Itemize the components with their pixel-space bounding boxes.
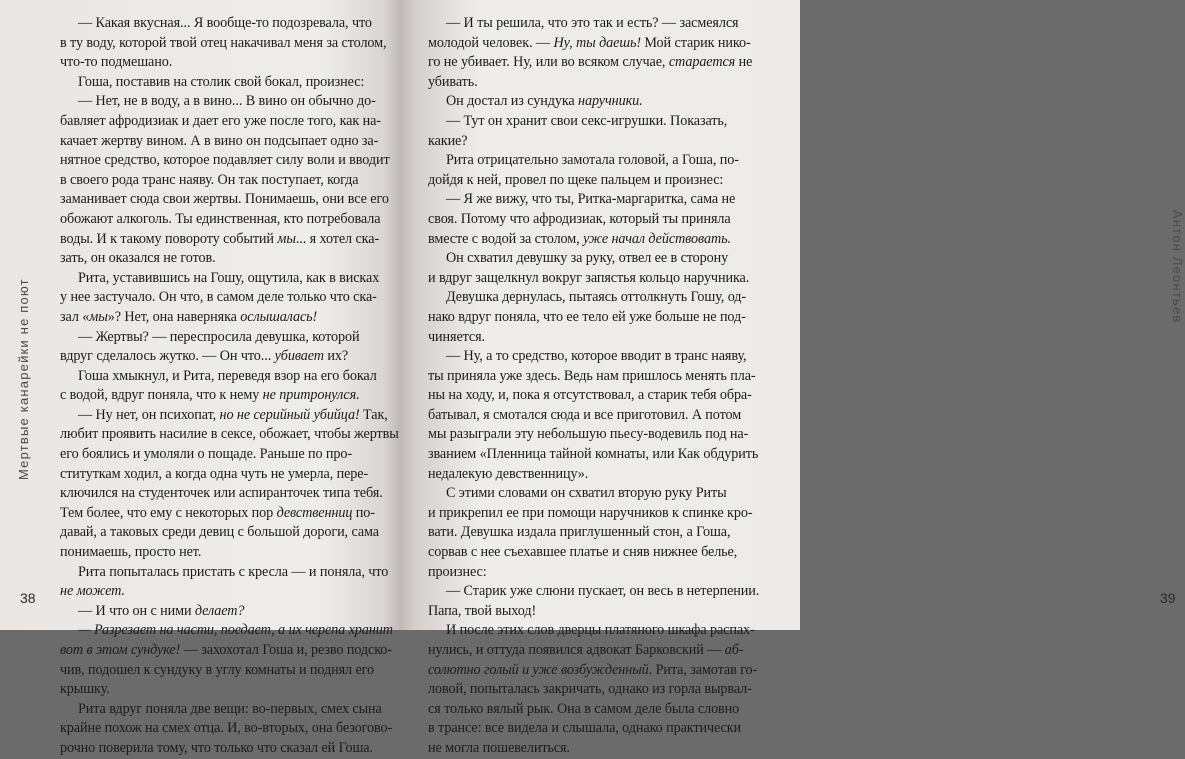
text-line	[60, 14, 372, 34]
text-segment: в трансе: все видела и слышала, однако практически	[428, 720, 742, 737]
text-segment: рочно поверила тому, что только что сказал ей Гоша.	[60, 739, 373, 756]
text-segment: их?	[323, 348, 349, 365]
text-line	[60, 190, 389, 210]
text-line	[60, 700, 382, 720]
text-line	[60, 504, 375, 524]
text-segment: Рита отрицательно замотала головой, а Гоша, по-	[446, 152, 739, 169]
text-segment: в ту воду, которой твой отец накачивал меня за столом,	[60, 34, 387, 51]
text-segment: Гоша, поставив на столик свой бокал, произнес:	[78, 73, 365, 90]
text-line	[428, 367, 756, 387]
text-segment: ключился на студенточек или аспиранточек типа тебя.	[60, 485, 383, 502]
text-segment: ституткам ходил, а когда одна чуть не умерла, пере-	[60, 465, 369, 482]
text-line	[428, 680, 750, 700]
right-text-column	[428, 14, 760, 759]
text-line	[60, 230, 380, 250]
italic-text: не может.	[60, 583, 125, 600]
italic-text: вот в этом сундуке!	[60, 642, 181, 658]
text-segment: с водой, вдруг поняла, что к нему	[60, 387, 263, 404]
text-line	[60, 112, 381, 132]
text-segment: Он достал из сундука	[446, 93, 579, 110]
text-segment: Рита вдруг поняла две вещи: во-первых, смех сына	[78, 700, 382, 717]
text-line	[60, 210, 381, 230]
text-line	[428, 406, 750, 426]
text-segment: — Ну, а то средство, которое вводит в транс наяву,	[446, 348, 747, 365]
text-segment: ... я хотел ска-	[295, 230, 380, 247]
text-line	[60, 406, 388, 426]
text-segment: чив, подошел к сундуку в углу комнаты и поднял его	[60, 661, 375, 678]
text-segment: Он схватил девушку за руку, отвел ее в сторону	[446, 250, 729, 267]
text-line	[60, 53, 372, 73]
text-line	[428, 14, 750, 34]
text-line	[428, 445, 759, 465]
text-line	[60, 465, 372, 485]
italic-text: девственниц	[276, 504, 353, 521]
text-segment: Папа, твой выход!	[428, 602, 537, 619]
text-segment: нятное средство, которое подавляет силу воли и вводит	[60, 152, 390, 169]
text-segment: по-	[352, 504, 375, 521]
text-segment: — Я же вижу, что ты, Ритка-маргаритка, сама не	[446, 191, 736, 208]
italic-text: не притронулся.	[262, 387, 360, 404]
italic-text: Ну, ты даешь!	[553, 34, 641, 51]
text-line	[60, 132, 379, 152]
text-segment: произнес:	[428, 563, 487, 580]
text-segment: — И ты решила, что это так и есть? — засмеялся	[446, 15, 739, 31]
text-line	[60, 739, 372, 759]
text-segment: — Ну нет, он психопат,	[78, 406, 220, 423]
text-segment: обожают алкоголь. Ты единственная, кто потребовала	[60, 210, 381, 227]
text-line	[428, 523, 750, 543]
text-line	[428, 563, 750, 583]
text-line	[60, 171, 372, 191]
text-segment: Рита попыталась пристать с кресла — и поняла, что	[78, 563, 389, 580]
text-line	[60, 445, 372, 465]
text-line	[60, 719, 393, 739]
text-line	[428, 582, 760, 602]
text-line	[60, 484, 383, 504]
text-line	[428, 425, 750, 445]
italic-text: наручники.	[578, 93, 643, 110]
text-line	[428, 171, 750, 191]
text-segment: ты приняла уже здесь. Ведь нам пришлось менять пла-	[428, 367, 756, 384]
italic-text: но не серийный убийца!	[219, 406, 360, 423]
text-line	[428, 190, 750, 210]
text-segment: ся только вялый рык. Она в самом деле была словно	[428, 700, 740, 717]
text-segment: заманивает сюда свои жертвы. Понимаешь, они все его	[60, 191, 389, 208]
text-segment: батывал, я смотался сюда и все приготовил. А потом	[428, 406, 742, 423]
left-page-number: 38	[20, 590, 36, 606]
text-line	[60, 308, 372, 328]
text-segment: Рита, уставившись на Гошу, ощутила, как в висках	[78, 269, 380, 286]
text-segment: что-то подмешано.	[60, 54, 173, 71]
text-segment: мы разыграли эту небольшую пьесу-водевиль под на-	[428, 426, 749, 443]
text-segment: вати. Девушка издала приглушенный стон, а Гоша,	[428, 524, 731, 541]
text-segment: Гоша хмыкнул, и Рита, переведя взор на его бокал	[78, 367, 377, 384]
text-line	[60, 288, 377, 308]
text-line	[60, 582, 372, 602]
text-line	[428, 112, 750, 132]
text-line	[60, 269, 380, 289]
left-page	[0, 0, 400, 756]
text-line	[60, 92, 376, 112]
text-line	[428, 700, 750, 720]
text-segment: своя. Потому что афродизиак, который ты приняла	[428, 210, 731, 227]
text-line	[60, 641, 392, 661]
text-segment: зать, он оказался не готов.	[60, 250, 216, 267]
text-line	[428, 386, 750, 406]
italic-text: мы	[89, 308, 108, 325]
text-line	[428, 132, 750, 152]
text-segment: какие?	[428, 132, 468, 149]
text-line	[428, 308, 750, 328]
text-segment: вдруг сделалось жутко. — Он что...	[60, 348, 275, 365]
text-segment: дойдя к ней, провел по щеке пальцем и произнес:	[428, 171, 724, 188]
text-line	[428, 73, 750, 93]
text-line	[428, 288, 750, 308]
text-segment: званием «Пленница тайной комнаты, или Как обдурить	[428, 446, 759, 463]
text-segment: крышку.	[60, 681, 110, 698]
text-segment: — И что он с ними	[78, 602, 195, 619]
text-segment: убивать.	[428, 73, 478, 90]
text-segment: — Жертвы? — переспросила девушка, которой	[78, 328, 360, 345]
text-line	[428, 269, 750, 289]
text-segment: и прикрепил ее при помощи наручников к спинке кро-	[428, 504, 753, 521]
text-segment: молодой человек. —	[428, 34, 554, 51]
text-line	[428, 641, 750, 661]
text-line	[428, 504, 753, 524]
text-segment: недалекую девственницу».	[428, 465, 589, 482]
text-line	[60, 347, 372, 367]
text-segment: — Какая вкусная... Я вообще-то подозревала, что	[78, 15, 372, 31]
left-running-head: Мертвые канарейки не поют	[16, 278, 31, 480]
right-page-number: 39	[1160, 590, 1176, 606]
text-segment: »? Нет, она наверняка	[107, 308, 241, 325]
text-segment: понимаешь, просто нет.	[60, 544, 202, 561]
text-line	[60, 34, 387, 54]
italic-text: ослышалась!	[240, 308, 318, 325]
text-line	[60, 523, 379, 543]
text-segment: в своего рода транс наяву. Он так поступает, когда	[60, 171, 359, 188]
text-line	[428, 602, 750, 622]
left-text-column	[60, 14, 399, 759]
text-segment: И после этих слов дверцы платяного шкафа распах-	[446, 622, 755, 639]
text-line	[60, 328, 372, 348]
text-line	[60, 680, 372, 700]
text-segment: воды. И к такому повороту событий	[60, 230, 278, 247]
text-line	[428, 151, 750, 171]
italic-text: — Разрезает на части, поедает, а их черепа хранит	[78, 622, 393, 639]
text-segment: — Старик уже слюни пускает, он весь в нетерпении.	[446, 583, 760, 600]
text-segment: С этими словами он схватил вторую руку Риты	[446, 485, 727, 502]
text-segment: не	[735, 54, 753, 71]
text-segment: ны на ходу, и, пока я отсутствовал, а старик тебя обра-	[428, 387, 752, 404]
text-segment: сорвав с нее съехавшее платье и сняв нижнее белье,	[428, 544, 738, 561]
text-line	[428, 543, 750, 563]
text-segment: любит проявить насилие в сексе, обожает, чтобы жертвы	[60, 426, 399, 443]
text-line	[428, 621, 755, 641]
text-segment: — захохотал Гоша и, резво подско-	[180, 642, 392, 658]
text-line	[428, 739, 750, 759]
text-segment: го не убивает. Ну, или во всяком случае,	[428, 54, 669, 71]
text-segment: и вдруг защелкнул вокруг запястья кольцо наручника.	[428, 269, 750, 286]
text-segment: Так,	[359, 406, 388, 423]
text-line	[60, 151, 390, 171]
text-line	[428, 53, 753, 73]
text-segment: давай, а таковых среди девиц с большой дороги, сама	[60, 524, 379, 541]
text-line	[428, 661, 758, 681]
italic-text: солютно голый и уже возбужденный	[428, 661, 649, 678]
text-line	[428, 92, 750, 112]
text-segment: не могла пошевелиться.	[428, 739, 570, 756]
italic-text: аб-	[724, 642, 744, 658]
text-line	[428, 249, 750, 269]
italic-text: делает?	[194, 602, 245, 619]
text-line	[428, 719, 750, 739]
text-line	[428, 34, 750, 54]
text-segment: качает жертву вином. А в вино он подсыпает одно за-	[60, 132, 379, 149]
text-line	[60, 621, 393, 641]
text-line	[60, 386, 372, 406]
text-line	[428, 347, 750, 367]
text-segment: вместе с водой за столом,	[428, 230, 584, 247]
text-line	[428, 230, 750, 250]
text-segment: бавляет афродизиак и дает его уже после того, как на-	[60, 112, 381, 129]
italic-text: убивает	[274, 348, 324, 365]
text-line	[428, 210, 750, 230]
text-line	[60, 563, 389, 583]
text-segment: — Нет, не в воду, а в вино... В вино он обычно до-	[78, 93, 376, 110]
text-line	[60, 367, 377, 387]
text-segment: нулись, и оттуда появился адвокат Барковский —	[428, 642, 725, 658]
text-line	[60, 73, 372, 93]
text-segment: у нее застучало. Он что, в самом деле только что ска-	[60, 289, 377, 306]
text-segment: ловой, попыталась закричать, однако из горла вырвал-	[428, 681, 752, 698]
text-line	[60, 543, 372, 563]
text-segment: . Рита, замотав го-	[648, 661, 758, 678]
text-line	[428, 328, 750, 348]
text-line	[60, 602, 372, 622]
text-line	[428, 465, 750, 485]
text-segment: зал «	[60, 308, 90, 325]
text-segment: Девушка дернулась, пытаясь оттолкнуть Гошу, од-	[446, 289, 747, 306]
italic-text: уже начал действовать.	[583, 230, 731, 247]
text-segment: крайне похож на смех отца. И, во-вторых, она безогово-	[60, 720, 393, 737]
text-segment: нако вдруг поняла, что ее тело ей уже больше не под-	[428, 308, 746, 325]
text-line	[60, 661, 375, 681]
text-segment: — Тут он хранит свои секс-игрушки. Показать,	[446, 112, 728, 129]
text-segment: его боялись и умоляли о пощаде. Раньше по про-	[60, 446, 353, 463]
text-line	[60, 425, 399, 445]
text-segment: чиняется.	[428, 328, 485, 345]
italic-text: старается	[668, 54, 736, 71]
text-line	[428, 484, 750, 504]
italic-text: мы	[277, 230, 296, 247]
text-line	[60, 249, 372, 269]
text-segment: Мой старик нико-	[640, 34, 751, 51]
right-running-head: Антон Леонтьев	[1170, 210, 1185, 324]
text-segment: Тем более, что ему с некоторых пор	[60, 504, 277, 521]
